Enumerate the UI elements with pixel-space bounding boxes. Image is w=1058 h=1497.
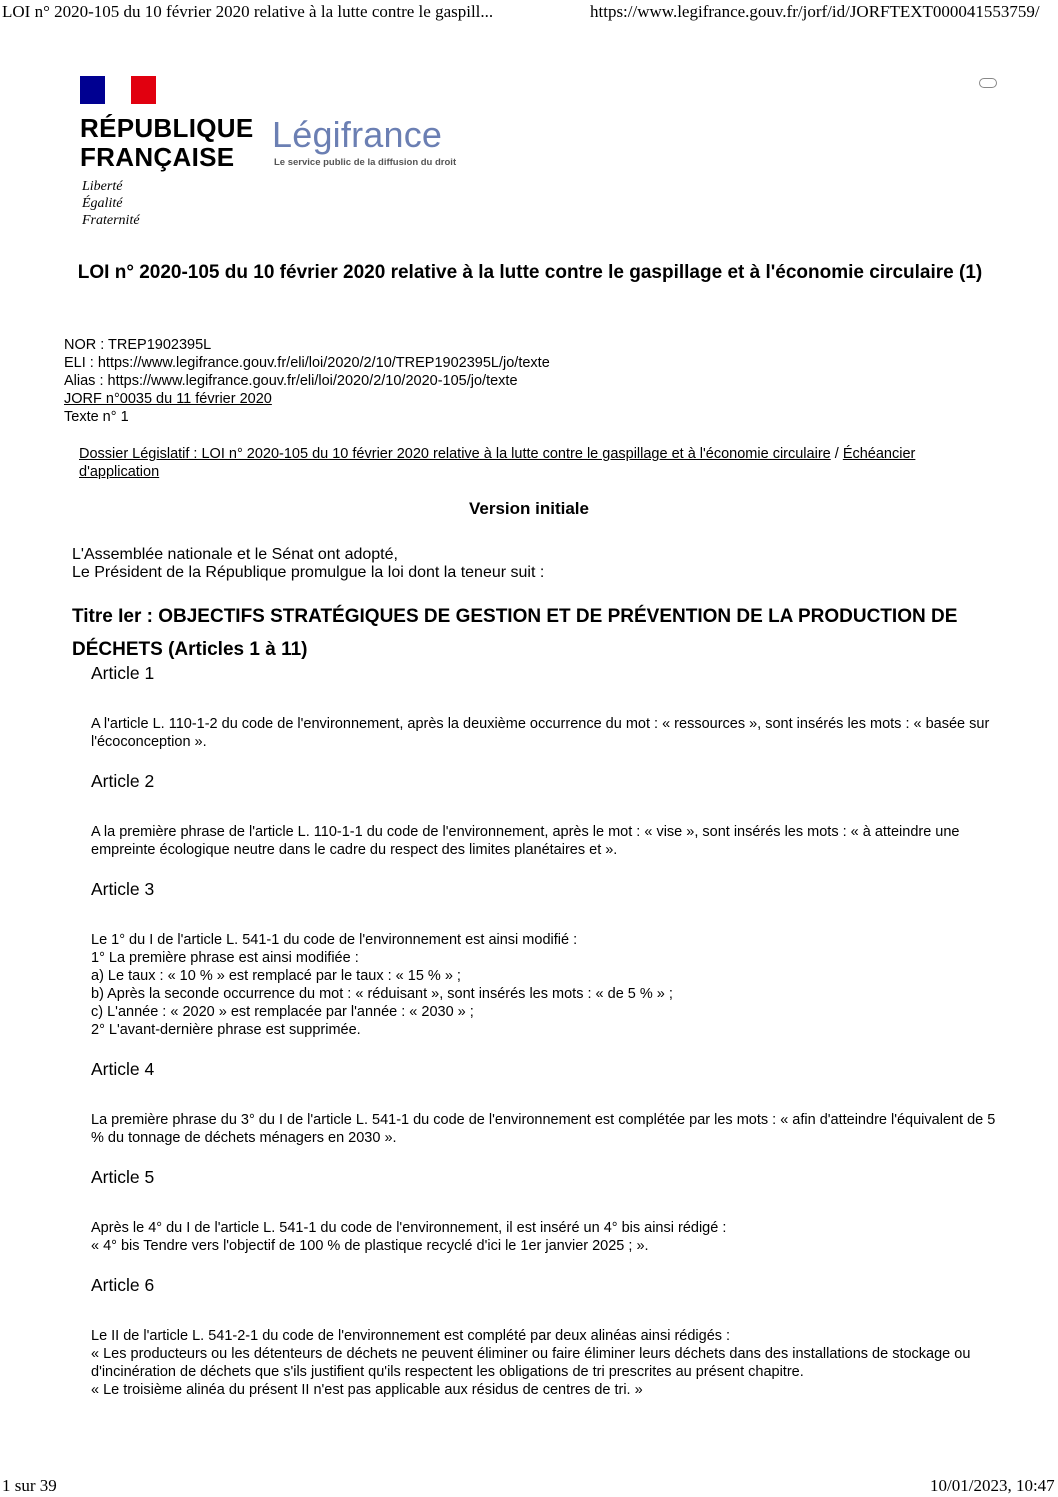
- article-body: [91, 823, 1001, 859]
- texte-number: Texte n° 1: [64, 409, 129, 425]
- article-paragraph: A l'article L. 110-1-2 du code de l'environnement, après la deuxième occurrence du mot : « ressources », sont insérés les mots : « basée sur l'écoconception ».: [91, 716, 994, 750]
- article-heading: Article 2: [91, 771, 155, 791]
- article-paragraph: Après le 4° du I de l'article L. 541-1 du code de l'environnement, il est inséré un 4° bis ainsi rédigé :: [91, 1220, 727, 1236]
- article-5: [91, 1166, 1001, 1255]
- article-6: [91, 1274, 1001, 1399]
- article-paragraph: A la première phrase de l'article L. 110-1-1 du code de l'environnement, après le mot : « vise », sont insérés les mots : « à atteindre une empreinte écologique neutre dans le cadre du respect des limites planétaires et ».: [91, 824, 964, 858]
- devise-liberte: Liberté: [82, 179, 123, 194]
- article-heading: Article 6: [91, 1275, 155, 1295]
- jorf-link[interactable]: JORF n°0035 du 11 février 2020: [64, 391, 272, 407]
- preamble-line-1: L'Assemblée nationale et le Sénat ont adopté,: [72, 546, 398, 563]
- article-paragraph: Le II de l'article L. 541-2-1 du code de l'environnement est complété par deux alinéas ainsi rédigés :: [91, 1328, 731, 1344]
- article-body: [91, 931, 1001, 1039]
- dossier-separator: /: [830, 446, 843, 462]
- eli-reference: ELI : https://www.legifrance.gouv.fr/eli/loi/2020/2/10/TREP1902395L/jo/texte: [64, 355, 550, 371]
- echeancier-link[interactable]: Échéancier d'application: [79, 446, 916, 480]
- article-heading: Article 4: [91, 1059, 155, 1079]
- article-heading: Article 3: [91, 879, 155, 899]
- article-body: [91, 1327, 1001, 1399]
- article-body: [91, 715, 1001, 751]
- article-1: [91, 662, 1001, 751]
- dossier-legislatif-links: [79, 445, 979, 481]
- version-label: Version initiale: [469, 499, 589, 518]
- text-metadata: [64, 336, 550, 426]
- article-paragraph: 1° La première phrase est ainsi modifiée :: [91, 950, 359, 966]
- article-paragraph: a) Le taux : « 10 % » est remplacé par le taux : « 15 % » ;: [91, 968, 461, 984]
- print-footer-page: 1 sur 39: [2, 1476, 57, 1495]
- article-heading: Article 1: [91, 663, 155, 683]
- article-paragraph: Le 1° du I de l'article L. 541-1 du code de l'environnement est ainsi modifié :: [91, 932, 578, 948]
- toggle-switch-icon[interactable]: [979, 78, 997, 88]
- devise-egalite: Égalité: [82, 196, 123, 211]
- article-3: [91, 878, 1001, 1039]
- preamble-line-2: Le Président de la République promulgue la loi dont la teneur suit :: [72, 564, 545, 581]
- preamble: [72, 546, 544, 582]
- article-2: [91, 770, 1001, 859]
- print-footer-datetime: 10/01/2023, 10:47: [930, 1476, 1055, 1495]
- article-paragraph: b) Après la seconde occurrence du mot : « réduisant », sont insérés les mots : « de 5 % » ;: [91, 986, 673, 1002]
- article-body: [91, 1111, 1001, 1147]
- wordmark-line-2: FRANÇAISE: [80, 142, 235, 172]
- article-body: [91, 1219, 1001, 1255]
- article-heading: Article 5: [91, 1167, 155, 1187]
- article-paragraph: La première phrase du 3° du I de l'article L. 541-1 du code de l'environnement est complétée par les mots : « afin d'atteindre l'équivalent de 5 % du tonnage de déchets ménagers en 2030 ».: [91, 1112, 1000, 1146]
- alias-reference: Alias : https://www.legifrance.gouv.fr/eli/loi/2020/2/10/2020-105/jo/texte: [64, 373, 518, 389]
- article-paragraph: « Les producteurs ou les détenteurs de déchets ne peuvent éliminer ou faire éliminer leurs déchets dans des installations de stockage ou d'incinération de déchets que s'ils justifient qu'ils respectent les obligations de tri prescrites au présent chapitre.: [91, 1346, 975, 1380]
- article-paragraph: « 4° bis Tendre vers l'objectif de 100 % de plastique recyclé d'ici le 1er janvier 2025 ; ».: [91, 1238, 649, 1254]
- devise-fraternite: Fraternité: [82, 213, 140, 228]
- page-title: LOI n° 2020-105 du 10 février 2020 relative à la lutte contre le gaspillage et à l'économie circulaire (1): [77, 262, 983, 283]
- print-header-title: LOI n° 2020-105 du 10 février 2020 relative à la lutte contre le gaspill...: [2, 2, 494, 21]
- republique-francaise-wordmark: [80, 114, 253, 172]
- article-paragraph: c) L'année : « 2020 » est remplacée par l'année : « 2030 » ;: [91, 1004, 474, 1020]
- wordmark-line-1: RÉPUBLIQUE: [80, 113, 254, 143]
- nor-reference: NOR : TREP1902395L: [64, 337, 212, 353]
- dossier-legislatif-link[interactable]: Dossier Législatif : LOI n° 2020-105 du 10 février 2020 relative à la lutte contre le gaspillage et à l'économie circulaire: [79, 446, 831, 462]
- marianne-flag-icon: [80, 76, 156, 104]
- article-paragraph: 2° L'avant-dernière phrase est supprimée.: [91, 1022, 361, 1038]
- article-4: [91, 1058, 1001, 1147]
- article-paragraph: « Le troisième alinéa du présent II n'est pas applicable aux résidus de centres de tri. »: [91, 1382, 643, 1398]
- titre-heading: Titre Ier : OBJECTIFS STRATÉGIQUES DE GESTION ET DE PRÉVENTION DE LA PRODUCTION DE DÉCHETS (Articles 1 à 11): [72, 606, 958, 660]
- print-header-url: https://www.legifrance.gouv.fr/jorf/id/JORFTEXT000041553759/: [590, 2, 1040, 21]
- legifrance-logo-text: Légifrance: [272, 114, 443, 155]
- devise: [82, 178, 140, 229]
- legifrance-tagline: Le service public de la diffusion du droit: [274, 157, 457, 168]
